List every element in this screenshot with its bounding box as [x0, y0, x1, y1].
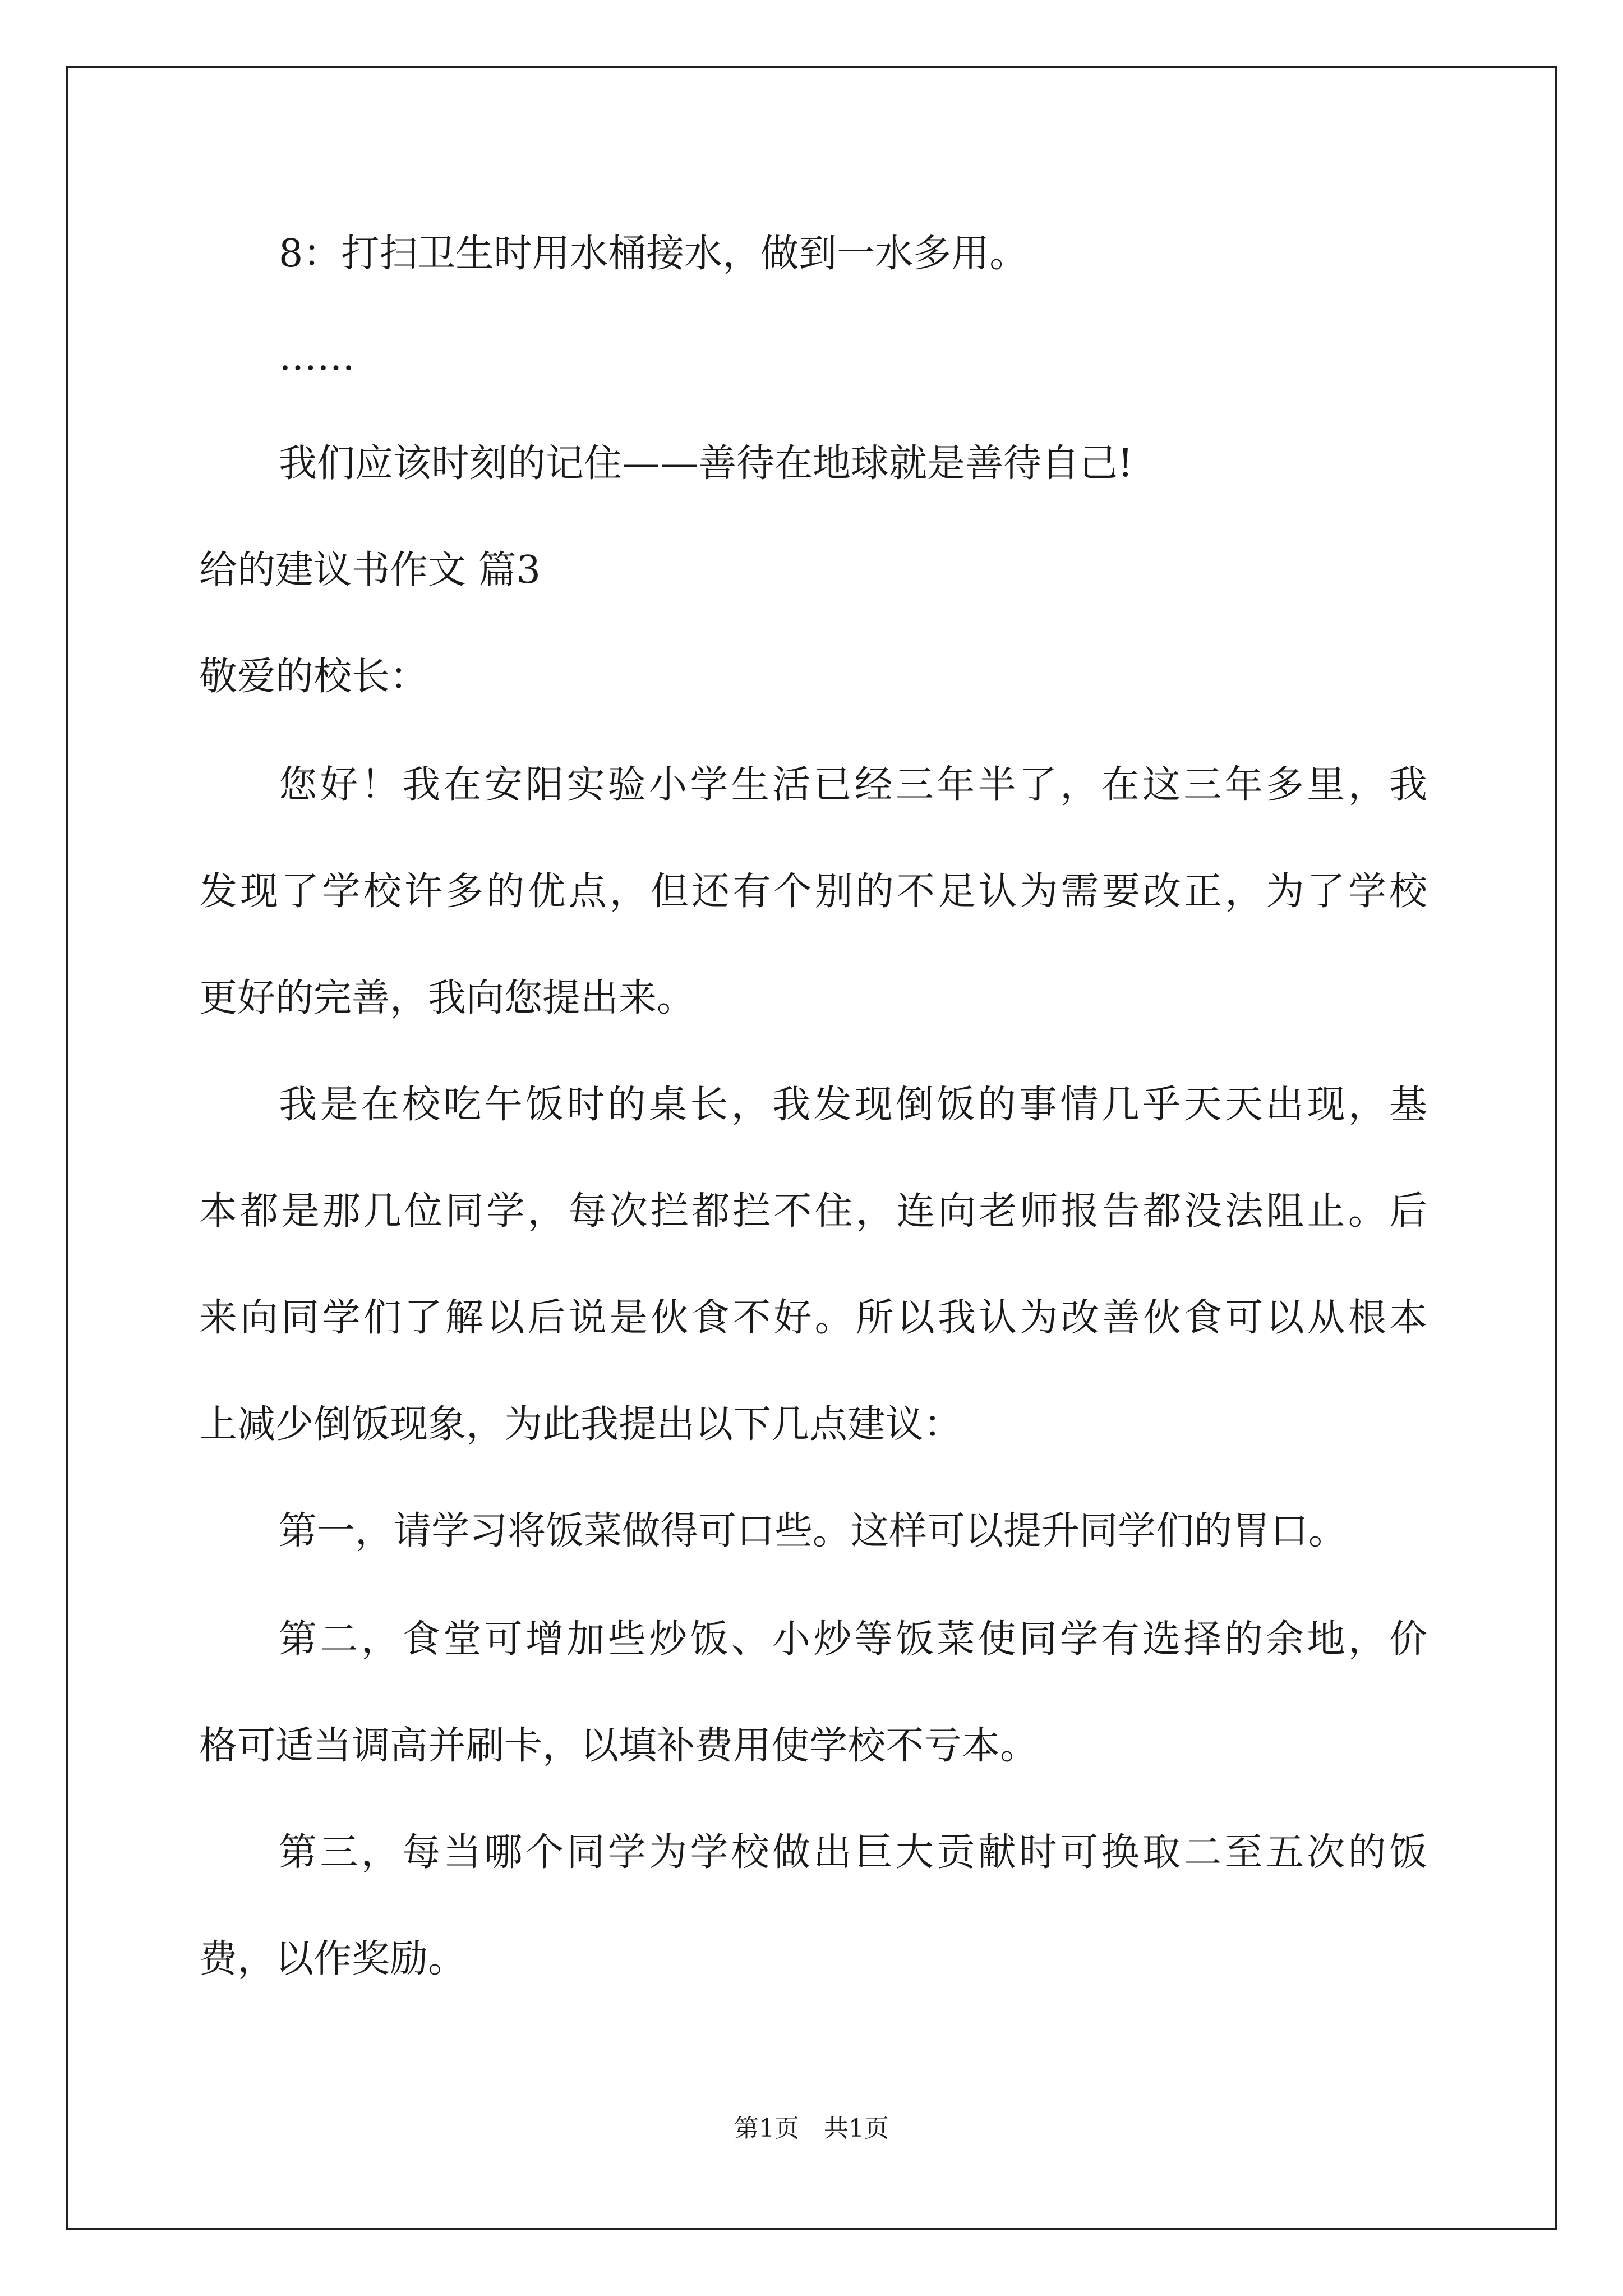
text-line: ……: [279, 335, 355, 379]
text-line: 来向同学们了解以后说是伙食不好。所以我认为改善伙食可以从根本: [199, 1296, 1427, 1340]
text-line: 本都是那几位同学，每次拦都拦不住，连向老师报告都没法阻止。后: [199, 1189, 1427, 1234]
page-number-footer: 第1页 共1页: [734, 2114, 889, 2143]
text-line: 我是在校吃午饭时的桌长，我发现倒饭的事情几乎天天出现，基: [279, 1083, 1427, 1127]
text-line: 8：打扫卫生时用水桶接水，做到一水多用。: [279, 232, 1028, 276]
text-line: 更好的完善，我向您提出来。: [199, 976, 695, 1020]
text-line: 您好！我在安阳实验小学生活已经三年半了，在这三年多里，我: [279, 763, 1427, 807]
page-border: [66, 66, 1557, 2230]
text-line: 格可适当调高并刷卡，以填补费用使学校不亏本。: [199, 1724, 1039, 1768]
section-heading: 给的建议书作文 篇3: [199, 548, 541, 592]
text-line: 发现了学校许多的优点，但还有个别的不足认为需要改正，为了学校: [199, 869, 1427, 914]
text-line: 费，以作奖励。: [199, 1937, 467, 1981]
text-line: 我们应该时刻的记住——善待在地球就是善待自己!: [279, 441, 1133, 486]
text-line: 第三，每当哪个同学为学校做出巨大贡献时可换取二至五次的饭: [279, 1830, 1427, 1875]
text-line: 第二，食堂可增加些炒饭、小炒等饭菜使同学有选择的余地，价: [279, 1617, 1427, 1662]
text-line: 第一，请学习将饭菜做得可口些。这样可以提升同学们的胃口。: [279, 1509, 1347, 1553]
salutation: 敬爱的校长：: [199, 655, 428, 699]
text-line: 上减少倒饭现象，为此我提出以下几点建议：: [199, 1402, 962, 1447]
